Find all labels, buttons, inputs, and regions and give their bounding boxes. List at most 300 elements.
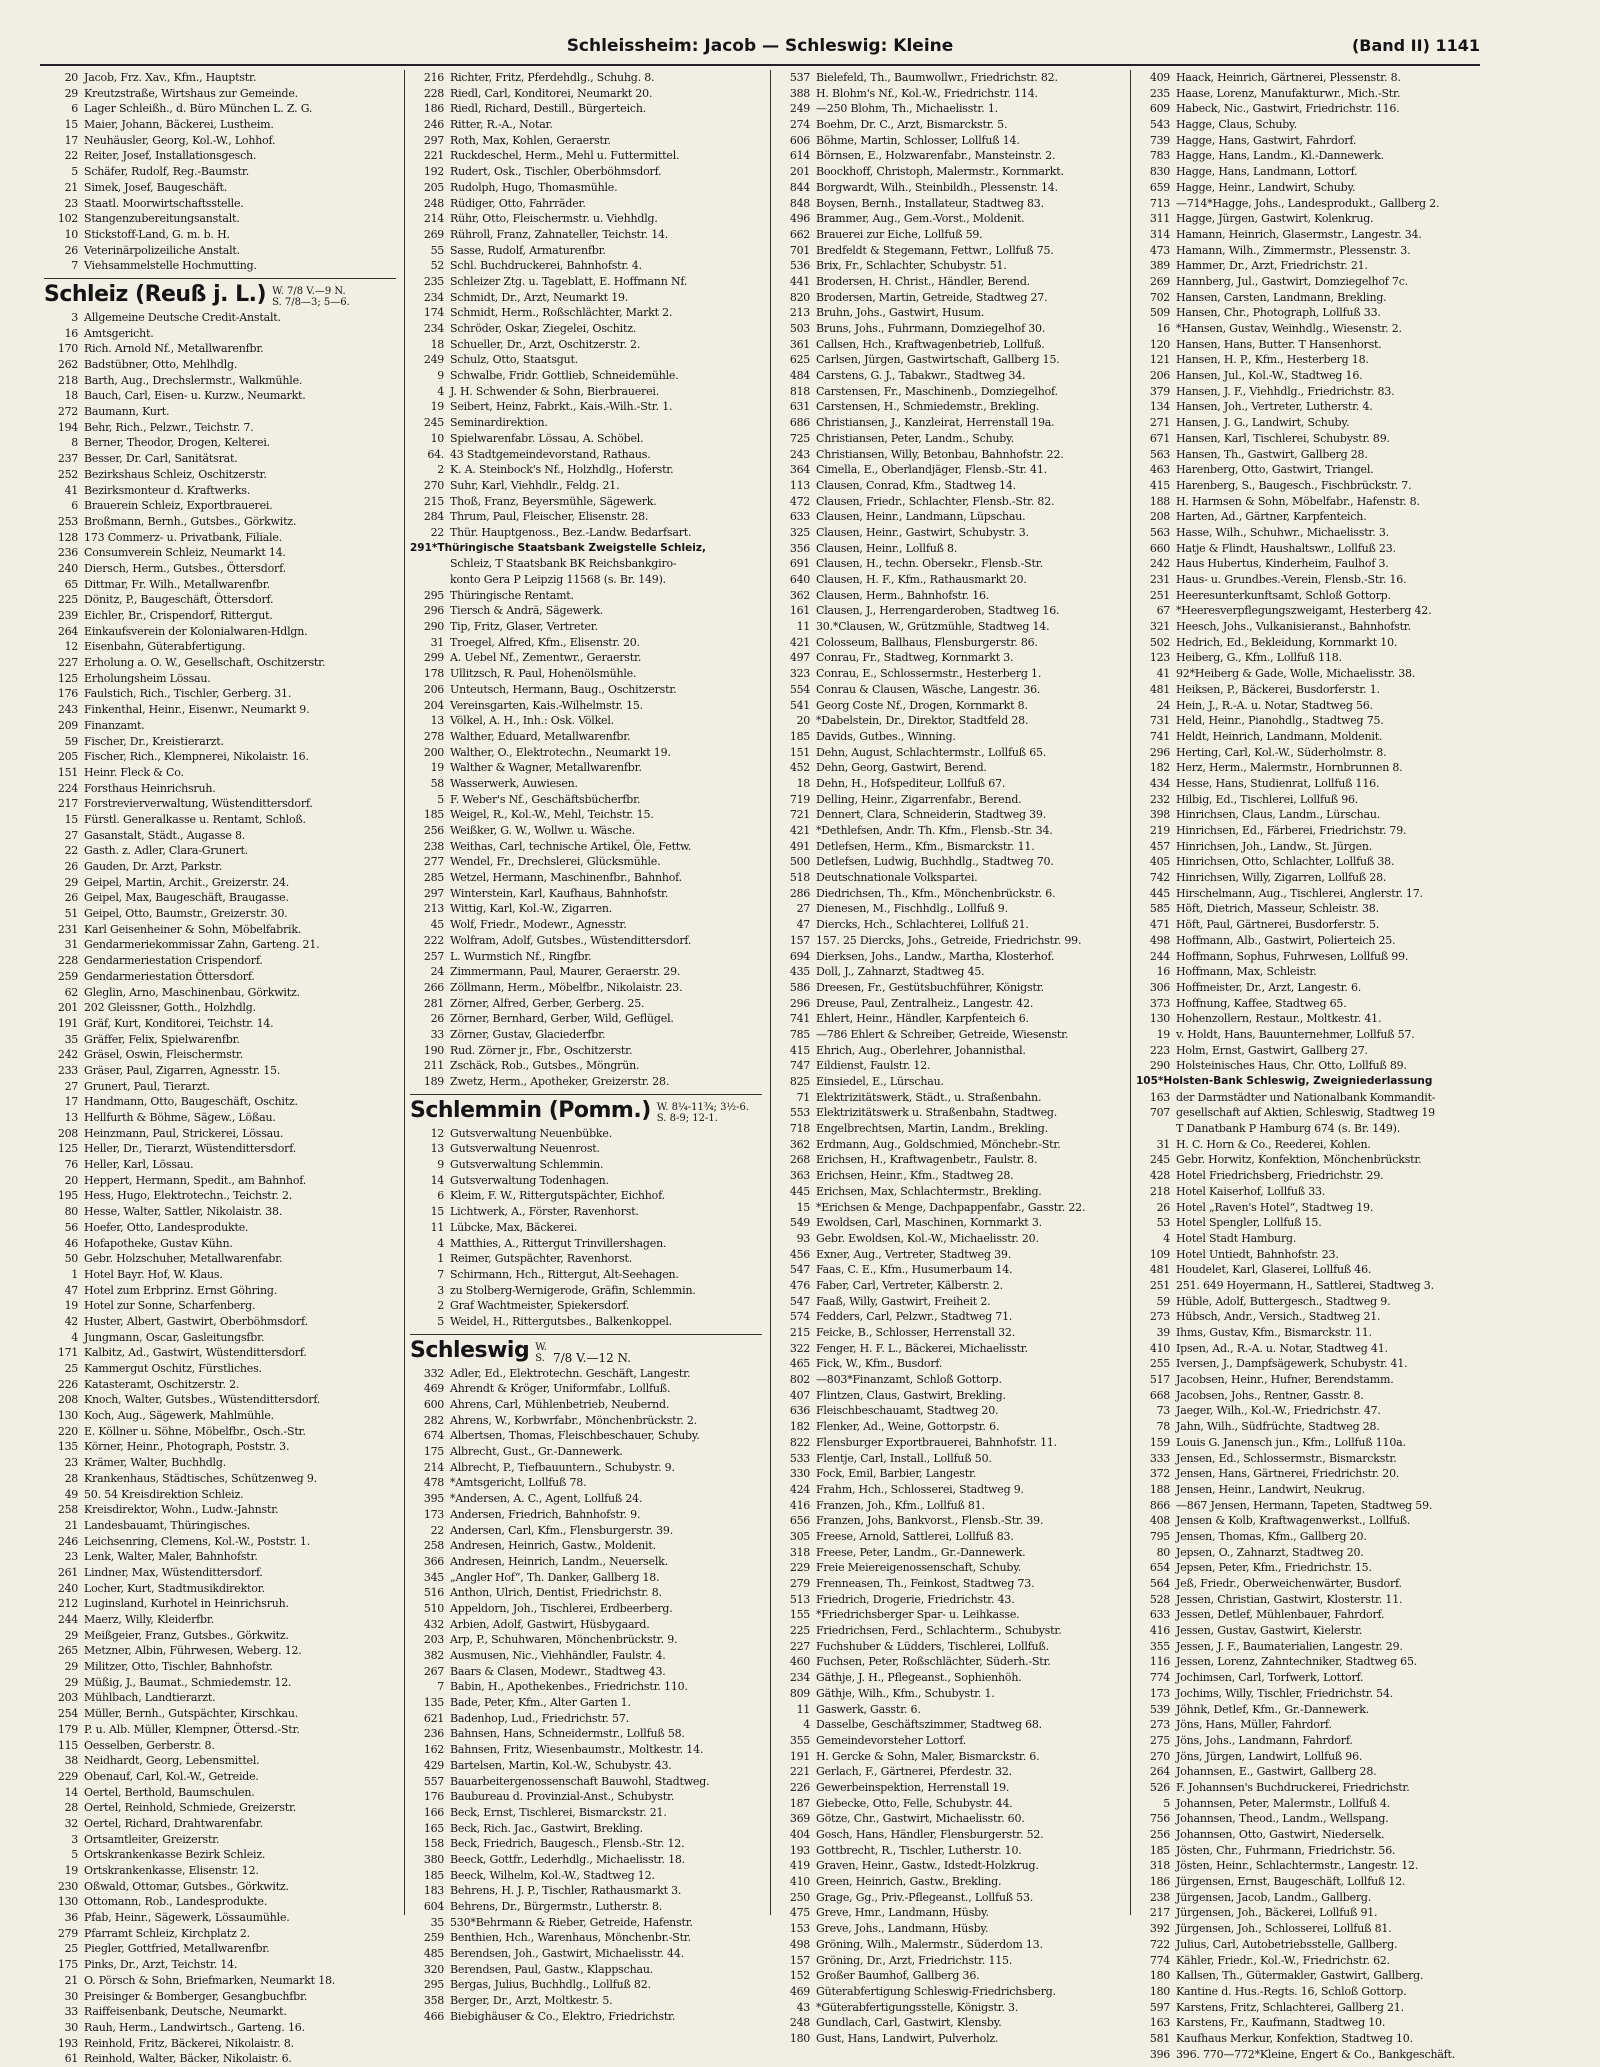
- directory-entry: [1136, 1090, 1488, 1106]
- phone-number: 362: [789, 1137, 810, 1151]
- entry-name: Eisenbahn, Güterabfertigung.: [84, 640, 246, 654]
- phone-number: 26: [64, 860, 78, 873]
- entry-name: Lenk, Walter, Maler, Bahnhofstr.: [84, 1550, 258, 1564]
- phone-number: 274: [789, 118, 810, 132]
- entry-name: Gendarmeriestation Öttersdorf.: [84, 969, 255, 983]
- entry-name: Bauch, Carl, Eisen- u. Kurzw., Neumarkt.: [84, 389, 306, 403]
- directory-entry: [1136, 1686, 1488, 1702]
- entry-name: Sasse, Rudolf, Armaturenfbr.: [450, 243, 606, 257]
- directory-entry: [410, 352, 762, 368]
- directory-entry: [776, 399, 1124, 415]
- entry-name: Gasth. z. Adler, Clara-Grunert.: [84, 844, 249, 858]
- phone-number: 574: [789, 1310, 810, 1324]
- phone-number: 322: [789, 1341, 810, 1355]
- directory-entry: [44, 1439, 396, 1455]
- phone-number: 802: [789, 1373, 810, 1387]
- directory-entry: [776, 1215, 1124, 1231]
- directory-entry: [410, 1413, 762, 1429]
- directory-entry: [44, 781, 396, 797]
- directory-entry: [776, 1247, 1124, 1263]
- phone-number: 543: [1149, 118, 1170, 132]
- directory-entry: [410, 1204, 762, 1220]
- directory-entry: [44, 1722, 396, 1738]
- entry-name: Jessen, J. F., Baumaterialien, Langestr. 29.: [1176, 1639, 1403, 1653]
- phone-number: 228: [423, 86, 444, 100]
- directory-entry: [44, 404, 396, 420]
- entry-name: Unteutsch, Hermann, Baug., Oschitzerstr.: [450, 682, 677, 696]
- phone-number: 221: [789, 1765, 810, 1779]
- directory-entry: [776, 745, 1124, 761]
- entry-name: Beck, Friedrich, Baugesch., Flensb.-Str. 12.: [450, 1837, 685, 1851]
- entry-name: Karstens, Fritz, Schlachterei, Gallberg 21.: [1176, 2000, 1404, 2014]
- directory-entry: [410, 917, 762, 933]
- phone-number: 421: [789, 824, 810, 837]
- entry-name: Berger, Dr., Arzt, Moltkestr. 5.: [450, 1994, 613, 2008]
- phone-number: 516: [423, 1586, 444, 1600]
- phone-number: 134: [1149, 400, 1170, 414]
- directory-entry: [1136, 1513, 1488, 1529]
- entry-name: Eichler, Br., Crispendorf, Rittergut.: [84, 609, 273, 622]
- phone-number: 217: [1149, 1906, 1170, 1920]
- entry-name: Geipel, Max, Baugeschäft, Braugasse.: [84, 891, 289, 905]
- directory-entry: [776, 196, 1124, 212]
- phone-number: 76: [64, 1158, 78, 1172]
- phone-number: 208: [57, 1126, 78, 1140]
- directory-entry: [1136, 70, 1488, 86]
- phone-number: 22: [430, 525, 444, 539]
- phone-number: 52: [430, 259, 444, 273]
- directory-entry: [410, 1774, 762, 1790]
- entry-name: Ipsen, Ad., R.-A. u. Notar, Stadtweg 41.: [1176, 1341, 1388, 1355]
- directory-entry: [776, 337, 1124, 353]
- entry-name: Grage, Gg., Priv.-Pflegeanst., Lollfuß 53.: [816, 1890, 1034, 1904]
- phone-number: 463: [1149, 463, 1170, 477]
- phone-number: 51: [64, 907, 78, 921]
- phone-number: 7: [437, 1680, 444, 1694]
- phone-number: 421: [789, 635, 810, 649]
- directory-entry: [1136, 1749, 1488, 1765]
- directory-entry: [44, 1267, 396, 1283]
- entry-name: Clausen, Heinr., Lollfuß 8.: [816, 541, 958, 555]
- entry-name: Fick, W., Kfm., Busdorf.: [816, 1357, 943, 1371]
- directory-entry: [410, 729, 762, 745]
- entry-name: Hotel Kaiserhof, Lollfuß 33.: [1176, 1184, 1326, 1198]
- entry-name: Erholung a. O. W., Gesellschaft, Oschitzerstr.: [84, 656, 326, 670]
- entry-name: Hansen, Chr., Photograph, Lollfuß 33.: [1176, 306, 1381, 320]
- phone-number: 163: [1149, 1090, 1170, 1104]
- entry-name: Dasselbe, Geschäftszimmer, Stadtweg 68.: [816, 1718, 1042, 1732]
- directory-entry: [410, 1726, 762, 1742]
- phone-number: 29: [64, 86, 78, 100]
- entry-name: Hotel Friedrichsberg, Friedrichstr. 29.: [1176, 1169, 1384, 1183]
- entry-name: Conrau, E., Schlossermstr., Hesterberg 1.: [816, 667, 1042, 681]
- phone-number: 188: [1149, 1482, 1170, 1496]
- directory-entry: [1136, 1545, 1488, 1561]
- directory-entry: [1136, 1451, 1488, 1467]
- phone-number: 362: [789, 588, 810, 602]
- phone-number: 404: [789, 1828, 810, 1841]
- phone-number: 230: [57, 1879, 78, 1893]
- entry-name: Ihms, Gustav, Kfm., Bismarckstr. 11.: [1176, 1326, 1372, 1340]
- entry-name: Militzer, Otto, Tischler, Bahnhofstr.: [84, 1660, 273, 1674]
- entry-name: Clausen, H., techn. Obersekr., Flensb.-Str.: [816, 557, 1043, 571]
- phone-number: 7: [71, 259, 78, 273]
- entry-name: Heller, Karl, Lössau.: [84, 1158, 194, 1172]
- phone-number: 656: [789, 1514, 810, 1528]
- entry-name: Hoffmeister, Dr., Arzt, Langestr. 6.: [1176, 980, 1362, 994]
- entry-name: Gundlach, Carl, Gastwirt, Klensby.: [816, 2016, 1002, 2030]
- directory-entry: [44, 1534, 396, 1550]
- directory-entry: [1136, 227, 1488, 243]
- phone-number: 166: [423, 1805, 444, 1819]
- phone-number: 795: [1149, 1529, 1170, 1543]
- directory-entry: [410, 1946, 762, 1962]
- hours-line: W. 8¼-11¾; 3½-6.: [656, 1101, 750, 1113]
- directory-entry: [1136, 462, 1488, 478]
- phone-number: 236: [423, 1727, 444, 1741]
- entry-name: Kammergut Oschitz, Fürstliches.: [84, 1362, 262, 1375]
- entry-name: Eildienst, Faulstr. 12.: [816, 1059, 931, 1073]
- phone-number: 64.: [427, 447, 444, 461]
- directory-entry: [410, 996, 762, 1012]
- column-2: [410, 70, 762, 2023]
- phone-number: 355: [789, 1733, 810, 1747]
- phone-number: 33: [430, 1027, 444, 1041]
- phone-number: 21: [64, 180, 78, 194]
- directory-entry: [44, 1738, 396, 1754]
- entry-name: *Heeresverpflegungszweigamt, Hesterberg 42.: [1176, 604, 1432, 618]
- phone-number: 165: [423, 1821, 444, 1835]
- phone-number: 513: [789, 1592, 810, 1606]
- entry-name: Hansen, J. G., Landwirt, Schuby.: [1176, 416, 1350, 430]
- directory-entry: [44, 1141, 396, 1157]
- directory-entry: [44, 561, 396, 577]
- directory-entry: [1136, 148, 1488, 164]
- directory-entry: [44, 1581, 396, 1597]
- column-divider: [1130, 70, 1131, 1915]
- phone-number: 244: [1149, 949, 1170, 963]
- directory-entry: [410, 1836, 762, 1852]
- directory-entry: [410, 1679, 762, 1695]
- entry-name: Gosch, Hans, Händler, Flensburgerstr. 52.: [816, 1828, 1044, 1841]
- directory-entry: [1136, 274, 1488, 290]
- phone-number: 496: [789, 212, 810, 226]
- directory-entry: [410, 886, 762, 902]
- entry-name: Riedl, Carl, Konditorei, Neumarkt 20.: [450, 86, 653, 100]
- entry-name: Heiksen, P., Bäckerei, Busdorferstr. 1.: [1176, 682, 1380, 696]
- entry-name: Ahrens, W., Korbwrfabr., Mönchenbrückstr. 2.: [450, 1413, 697, 1427]
- directory-entry: [410, 321, 762, 337]
- entry-name: Hagge, Jürgen, Gastwirt, Kolenkrug.: [1176, 212, 1374, 226]
- entry-name: Walther, O., Elektrotechn., Neumarkt 19.: [450, 745, 671, 759]
- phone-number: 741: [1149, 729, 1170, 743]
- entry-name: Heeresunterkunftsamt, Schloß Gottorp.: [1176, 588, 1391, 602]
- phone-number: 220: [57, 1424, 78, 1438]
- entry-name: *Hansen, Gustav, Weinhdlg., Wiesenstr. 2.: [1176, 322, 1402, 335]
- entry-name: Herting, Carl, Kol.-W., Süderholmstr. 8.: [1176, 745, 1387, 759]
- entry-name: Jensen, Hans, Gärtnerei, Friedrichstr. 20.: [1176, 1467, 1400, 1481]
- directory-entry: [44, 843, 396, 859]
- entry-name: Kreisdirektor, Wohn., Ludw.-Jahnstr.: [84, 1503, 279, 1517]
- entry-name: Winterstein, Karl, Kaufhaus, Bahnhofstr.: [450, 886, 669, 900]
- phone-number: 830: [1149, 165, 1170, 179]
- directory-entry: [410, 1930, 762, 1946]
- entry-name: Cimella, E., Oberlandjäger, Flensb.-Str. 41.: [816, 463, 1047, 477]
- phone-number: 725: [789, 431, 810, 445]
- phone-number: 227: [789, 1639, 810, 1653]
- phone-number: 28: [64, 1801, 78, 1815]
- entry-name: Clausen, Herm., Bahnhofstr. 16.: [816, 588, 990, 602]
- entry-name: Brix, Fr., Schlachter, Schubystr. 51.: [816, 259, 1007, 273]
- directory-entry: [44, 1236, 396, 1252]
- directory-entry: [776, 1356, 1124, 1372]
- entry-name: Kleim, F. W., Rittergutspächter, Eichhof.: [450, 1189, 665, 1203]
- phone-number: 176: [57, 687, 78, 701]
- phone-number: 273: [1149, 1718, 1170, 1732]
- phone-number: 472: [789, 494, 810, 508]
- directory-entry: [410, 1758, 762, 1774]
- phone-number: 18: [64, 389, 78, 403]
- directory-entry: [1136, 572, 1488, 588]
- phone-number: 290: [423, 620, 444, 634]
- entry-name: Gutsverwaltung Todenhagen.: [450, 1173, 609, 1187]
- phone-number: 295: [423, 1978, 444, 1992]
- phone-number: 12: [430, 1126, 444, 1140]
- directory-entry: [1136, 321, 1488, 337]
- phone-number: 26: [1156, 1200, 1170, 1214]
- entry-name: Heinr. Fleck & Co.: [84, 765, 184, 779]
- entry-name: Gleglin, Arno, Maschinenbau, Görkwitz.: [84, 985, 300, 999]
- entry-name: Haack, Heinrich, Gärtnerei, Plessenstr. 8.: [1176, 71, 1401, 84]
- entry-name: Jepsen, Peter, Kfm., Friedrichstr. 15.: [1176, 1561, 1372, 1575]
- entry-name: Ausmusen, Nic., Viehhändler, Faulstr. 4.: [450, 1649, 666, 1663]
- phone-number: 201: [57, 1001, 78, 1015]
- entry-name: Elektrizitätswerk u. Straßenbahn, Stadtweg.: [816, 1106, 1058, 1120]
- directory-entry: [44, 1330, 396, 1346]
- phone-number: 3: [71, 310, 78, 324]
- phone-number: 471: [1149, 918, 1170, 932]
- entry-name: Schwalbe, Fridr. Gottlieb, Schneidemühle.: [450, 369, 679, 383]
- entry-name: *Andersen, A. C., Agent, Lollfuß 24.: [450, 1492, 643, 1506]
- entry-name: Jessen, Lorenz, Zahntechniker, Stadtweg 65.: [1176, 1655, 1418, 1669]
- entry-name: Erdmann, Aug., Goldschmied, Mönchebr.-Str.: [816, 1137, 1061, 1151]
- entry-name: Biebighäuser & Co., Elektro, Friedrichstr.: [450, 2009, 676, 2023]
- phone-number: 203: [423, 1633, 444, 1647]
- phone-number: 39: [1156, 1326, 1170, 1340]
- entry-name: Andresen, Heinrich, Gastw., Moldenit.: [450, 1539, 656, 1553]
- directory-entry: [44, 812, 396, 828]
- entry-name: Müller, Bernh., Gutspächter, Kirschkau.: [84, 1707, 299, 1721]
- phone-number: 484: [789, 369, 810, 383]
- directory-entry: [1136, 1654, 1488, 1670]
- phone-number: 217: [57, 797, 78, 811]
- entry-name: Gräsel, Oswin, Fleischermstr.: [84, 1048, 244, 1062]
- entry-name: Ortskrankenkasse, Elisenstr. 12.: [84, 1864, 259, 1877]
- phone-number: 281: [423, 996, 444, 1010]
- bank-banner-entry: 291*Thüringische Staatsbank Zweigstelle Schleiz,: [410, 541, 706, 554]
- phone-number: 585: [1149, 902, 1170, 916]
- directory-entry: [44, 985, 396, 1001]
- entry-name: Fischer, Dr., Kreistierarzt.: [84, 734, 224, 748]
- directory-entry: [410, 556, 762, 572]
- directory-entry: [1136, 901, 1488, 917]
- phone-number: 30: [64, 1989, 78, 2003]
- directory-entry: [410, 698, 762, 714]
- directory-entry: [776, 384, 1124, 400]
- phone-number: 783: [1149, 149, 1170, 163]
- entry-name: Rudert, Osk., Tischler, Oberböhmsdorf.: [450, 165, 662, 179]
- directory-entry: [410, 1962, 762, 1978]
- phone-number: 320: [423, 1962, 444, 1976]
- directory-entry: [44, 1283, 396, 1299]
- phone-number: 369: [789, 1812, 810, 1826]
- directory-entry: [1136, 949, 1488, 965]
- directory-entry: [44, 1800, 396, 1816]
- entry-name: H. Blohm's Nf., Kol.-W., Friedrichstr. 114.: [816, 86, 1038, 100]
- entry-name: Diersch, Herm., Gutsbes., Öttersdorf.: [84, 561, 286, 575]
- phone-number: 19: [430, 400, 444, 414]
- phone-number: 31: [64, 938, 78, 952]
- directory-entry: [1136, 1325, 1488, 1341]
- phone-number: 541: [789, 698, 810, 712]
- phone-number: 245: [1149, 1153, 1170, 1167]
- entry-name: Rud. Zörner jr., Fbr., Oschitzerstr.: [450, 1043, 633, 1057]
- directory-entry: [776, 792, 1124, 808]
- phone-number: 22: [430, 1523, 444, 1537]
- directory-entry: [776, 1843, 1124, 1859]
- entry-name: Jürgensen, Ernst, Baugeschäft, Lollfuß 12.: [1176, 1875, 1406, 1889]
- directory-entry: [44, 828, 396, 844]
- directory-entry: [410, 1711, 762, 1727]
- directory-entry: [1136, 698, 1488, 714]
- phone-number: 130: [57, 1409, 78, 1423]
- entry-name: Dehn, H., Hofspediteur, Lollfuß 67.: [816, 776, 1006, 790]
- directory-entry: [44, 2020, 396, 2036]
- entry-name: Gräser, Paul, Zigarren, Agnesstr. 15.: [84, 1063, 281, 1077]
- directory-entry: [776, 854, 1124, 870]
- directory-entry: [1136, 619, 1488, 635]
- entry-name: Clausen, Heinr., Gastwirt, Schubystr. 3.: [816, 525, 1029, 539]
- section-heading: [410, 1334, 762, 1364]
- directory-entry: [1136, 1121, 1488, 1137]
- directory-entry: [776, 1654, 1124, 1670]
- section-hours-extra: 7/8 V.—12 N.: [552, 1350, 632, 1365]
- directory-entry: [1136, 792, 1488, 808]
- entry-name: Kalbitz, Ad., Gastwirt, Wüstendittersdorf.: [84, 1346, 307, 1360]
- entry-name: Pfab, Heinr., Sägewerk, Lössaumühle.: [84, 1911, 290, 1925]
- phone-number: 20: [64, 1173, 78, 1187]
- entry-name: Hofapotheke, Gustav Kühn.: [84, 1236, 233, 1250]
- phone-number: 15: [64, 118, 78, 132]
- entry-name: K. A. Steinbock's Nf., Holzhdlg., Hoferstr.: [450, 463, 674, 477]
- entry-name: Hotel Stadt Hamburg.: [1176, 1231, 1297, 1245]
- entry-name: Lichtwerk, A., Förster, Ravenhorst.: [450, 1205, 639, 1219]
- phone-number: 41: [1156, 667, 1170, 681]
- bank-banner-entry: 105*Holsten-Bank Schleswig, Zweigniederlassung: [1136, 1075, 1433, 1087]
- directory-entry: [410, 384, 762, 400]
- directory-entry: [410, 1381, 762, 1397]
- directory-entry: [1136, 1419, 1488, 1435]
- directory-entry: [1136, 2047, 1488, 2063]
- entry-name: Gräf, Kurt, Konditorei, Teichstr. 14.: [84, 1016, 274, 1030]
- phone-number: 460: [789, 1655, 810, 1669]
- directory-entry: [44, 1832, 396, 1848]
- directory-entry: [1136, 917, 1488, 933]
- entry-name: 251. 649 Hoyermann, H., Sattlerei, Stadtweg 3.: [1176, 1278, 1434, 1292]
- entry-name: Ehlert, Heinr., Händler, Karpfenteich 6.: [816, 1012, 1029, 1026]
- directory-entry: [410, 1027, 762, 1043]
- phone-number: 372: [1149, 1467, 1170, 1481]
- entry-name: *Amtsgericht, Lollfuß 78.: [450, 1476, 587, 1490]
- entry-name: 173 Commerz- u. Privatbank, Filiale.: [84, 530, 283, 544]
- entry-name: Forstrevierverwaltung, Wüstendittersdorf.: [84, 797, 313, 811]
- phone-number: 614: [789, 149, 810, 163]
- phone-number: 204: [423, 698, 444, 712]
- directory-entry: [776, 1733, 1124, 1749]
- entry-name: Borgwardt, Wilh., Steinbildh., Plessenstr. 14.: [816, 180, 1058, 194]
- directory-entry: [776, 1796, 1124, 1812]
- entry-name: Christiansen, J., Kanzleirat, Herrenstall 19a.: [816, 416, 1055, 430]
- phone-number: 5: [437, 792, 444, 806]
- entry-name: Vereinsgarten, Kais.-Wilhelmstr. 15.: [450, 698, 643, 712]
- entry-name: Baars & Clasen, Modewr., Stadtweg 43.: [450, 1664, 666, 1678]
- directory-entry: [776, 525, 1124, 541]
- directory-entry: [1136, 2031, 1488, 2047]
- directory-entry: [44, 1094, 396, 1110]
- directory-entry: [1136, 682, 1488, 698]
- entry-name: Wendel, Fr., Drechslerei, Glücksmühle.: [450, 855, 661, 869]
- section-place-name: Schleswig: [410, 1337, 530, 1363]
- directory-entry: [44, 1675, 396, 1691]
- entry-name: Berner, Theodor, Drogen, Kelterei.: [84, 436, 270, 450]
- directory-entry: [776, 1090, 1124, 1106]
- entry-name: Exner, Aug., Vertreter, Stadtweg 39.: [816, 1247, 1012, 1261]
- entry-name: Bruhn, Johs., Gastwirt, Husum.: [816, 306, 985, 320]
- directory-entry: [776, 1200, 1124, 1216]
- entry-name: Haus- u. Grundbes.-Verein, Flensb.-Str. 16.: [1176, 573, 1407, 586]
- directory-entry: [410, 870, 762, 886]
- directory-entry: [776, 964, 1124, 980]
- phone-number: 135: [57, 1440, 78, 1454]
- phone-number: 24: [1156, 698, 1170, 712]
- entry-name: Bergas, Julius, Buchhdlg., Lollfuß 82.: [450, 1978, 651, 1992]
- phone-number: 509: [1149, 306, 1170, 320]
- phone-number: 258: [57, 1503, 78, 1517]
- phone-number: 549: [789, 1216, 810, 1230]
- phone-number: 429: [423, 1758, 444, 1772]
- entry-name: Kantine d. Hus.-Regts. 16, Schloß Gottorp.: [1176, 1984, 1407, 1998]
- entry-name: Clausen, Heinr., Landmann, Lüpschau.: [816, 510, 1026, 524]
- directory-entry: [776, 447, 1124, 463]
- phone-number: 290: [1149, 1059, 1170, 1073]
- directory-entry: [1136, 431, 1488, 447]
- phone-number: 13: [430, 1142, 444, 1156]
- directory-entry: [44, 1565, 396, 1581]
- phone-number: 30: [64, 2020, 78, 2034]
- entry-name: Viehsammelstelle Hochmutting.: [84, 259, 257, 273]
- entry-name: Lübcke, Max, Bäckerei.: [450, 1220, 578, 1234]
- phone-number: 128: [57, 530, 78, 544]
- phone-number: 415: [1149, 478, 1170, 492]
- entry-name: —250 Blohm, Th., Michaelisstr. 1.: [816, 102, 998, 116]
- phone-number: 456: [789, 1247, 810, 1261]
- directory-entry: [776, 949, 1124, 965]
- phone-number: 125: [57, 671, 78, 685]
- phone-number: 270: [423, 478, 444, 492]
- entry-name: Elektrizitätswerk, Städt., u. Straßenbahn.: [816, 1090, 1042, 1104]
- entry-name: Oertel, Reinhold, Schmiede, Greizerstr.: [84, 1801, 297, 1815]
- phone-number: 382: [423, 1649, 444, 1663]
